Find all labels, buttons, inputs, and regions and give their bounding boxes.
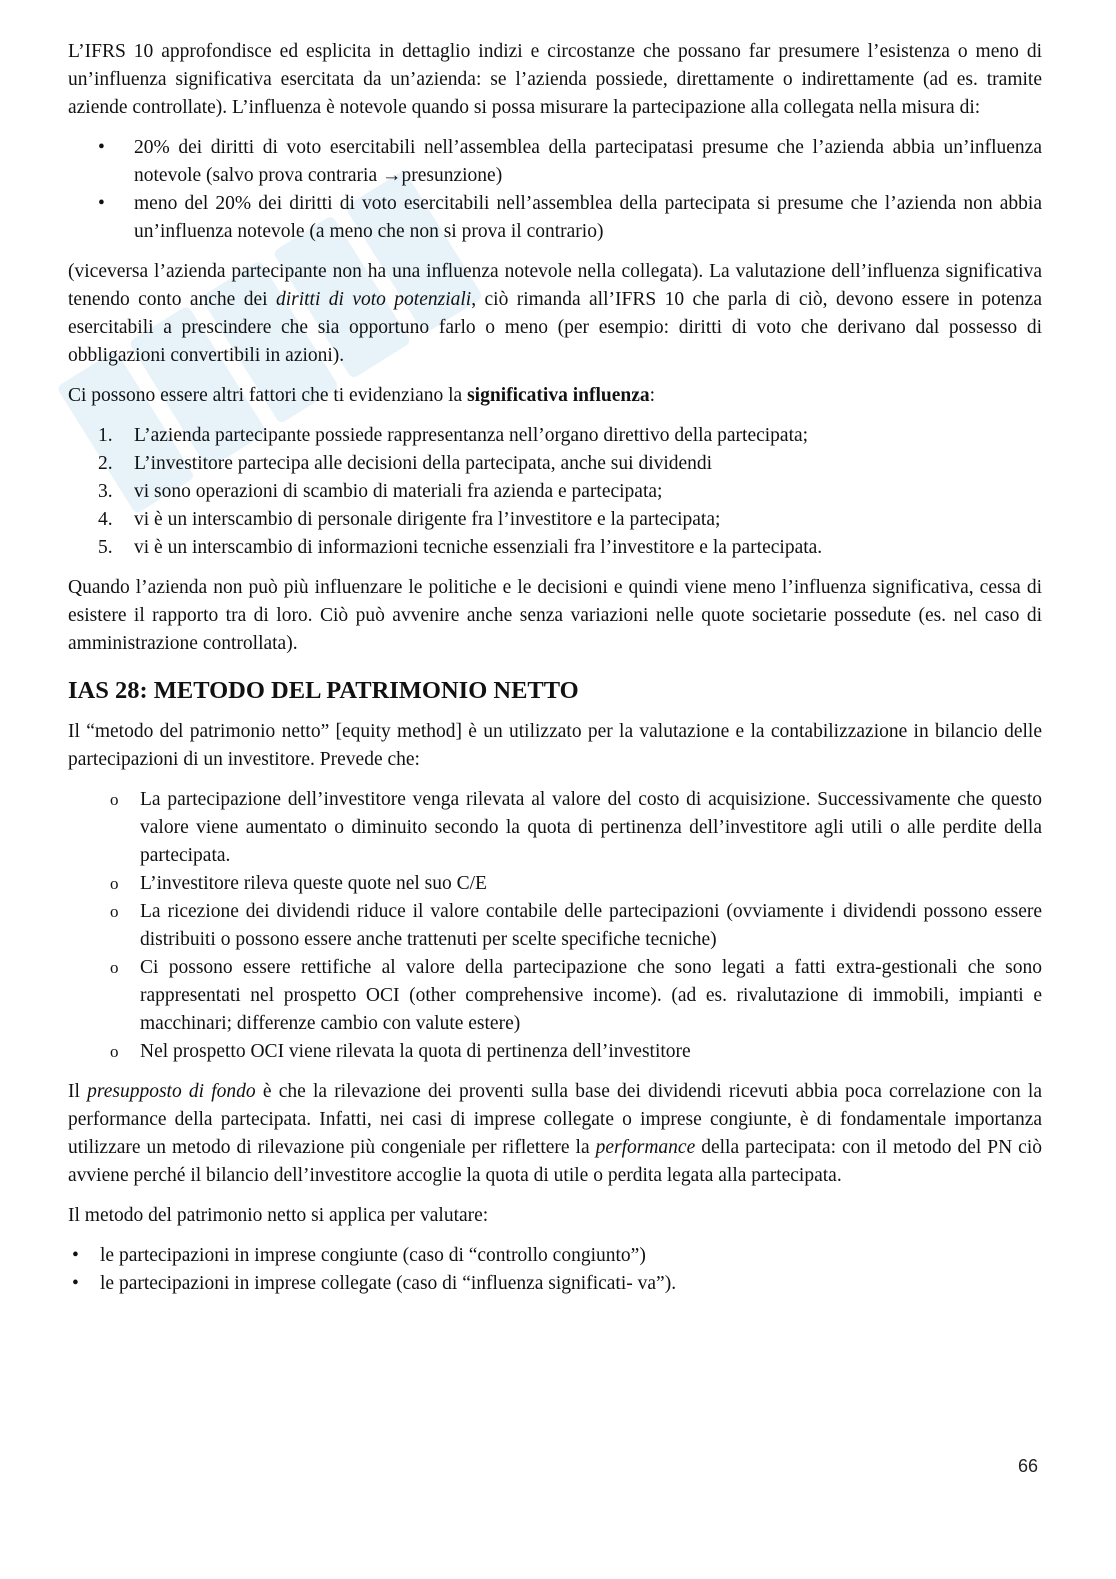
underlying-assumption-paragraph: Il presupposto di fondo è che la rilevazione dei proventi sulla base dei dividendi ricevuti abbia poca correlazione con la performance della partecipata. Infatti, nei casi di imprese collegate o imprese congiunte, è di fondamentale importanza utilizzare un metodo di rilevazione più congeniale per riflettere la performance della partecipata: con il metodo del PN ciò avviene perché il bilancio dell’investitore accoglie la quota di utile o perdita legata alla partecipata. [68,1081,1043,1186]
applies-to-list [68,1242,1042,1298]
bold-text: significativa influenza [467,385,650,406]
bullet-marker: • [72,1273,79,1294]
list-item-text: vi sono operazioni di scambio di materiali fra azienda e partecipata; [134,481,663,502]
list-item [68,870,1042,898]
list-item-text: vi è un interscambio di informazioni tecniche essenziali fra l’investitore e la partecipata. [134,537,823,558]
list-item [68,478,1042,506]
circle-marker: o [110,874,119,893]
list-item-text: Nel prospetto OCI viene rilevata la quota di pertinenza dell’investitore [140,1041,691,1062]
list-item-text: 20% dei diritti di voto esercitabili nell’assemblea della partecipatasi presume che l’azienda abbia un’influenza notevole (salvo prova contraria →presunzione) [134,137,1042,186]
list-item-text: le partecipazioni in imprese congiunte (caso di “controllo congiunto”) [100,1245,646,1266]
list-item-text: La partecipazione dell’investitore venga rilevata al valore del costo di acquisizione. Successivamente che questo valore viene aumentato o diminuito secondo la quota di pertinenza dell’investitore agli utili o alle perdite della partecipata. [140,789,1042,866]
equity-points-list [68,786,1042,1066]
applies-to-paragraph: Il metodo del patrimonio netto si applica per valutare: [68,1205,489,1226]
number-marker: 5. [98,537,113,558]
circle-marker: o [110,1042,119,1061]
cessation-paragraph: Quando l’azienda non può più influenzare le politiche e le decisioni e quindi viene meno l’influenza significativa, cessa di esistere il rapporto tra di loro. Ciò può avvenire anche senza variazioni nelle quote societarie possedute (es. nel caso di amministrazione controllata). [68,577,1042,654]
list-item-text: Ci possono essere rettifiche al valore della partecipazione che sono legati a fatti extra-gestionali che sono rappresentati nel prospetto OCI (other comprehensive income). (ad es. rivalutazione di immobili, impianti e macchinari; differenze cambio con valute estere) [140,957,1042,1034]
document-content [68,38,1042,1310]
list-item-text: L’investitore rileva queste quote nel suo C/E [140,873,487,894]
list-item [68,534,1042,562]
list-item [68,1270,1042,1298]
list-item-text: L’azienda partecipante possiede rappresentanza nell’organo direttivo della partecipata; [134,425,809,446]
list-item [68,898,1042,954]
list-item-text: meno del 20% dei diritti di voto esercitabili nell’assemblea della partecipata si presume che l’azienda non abbia un’influenza notevole (a meno che non si prova il contrario) [134,193,1042,242]
list-item [68,506,1042,534]
list-item [68,786,1042,870]
emphasis-text: diritti di voto potenziali [275,289,472,310]
list-item [68,1038,1042,1066]
emphasis-text: performance [595,1137,696,1158]
section-heading: IAS 28: METODO DEL PATRIMONIO NETTO [68,677,579,704]
number-marker: 4. [98,509,113,530]
list-item [68,422,1042,450]
equity-method-paragraph: Il “metodo del patrimonio netto” [equity method] è un utilizzato per la valutazione e la contabilizzazione in bilancio delle partecipazioni di un investitore. Prevede che: [68,721,1042,770]
bullet-marker: • [98,193,105,214]
list-item [68,1242,1042,1270]
circle-marker: o [110,958,119,977]
list-item [68,134,1042,190]
list-item-text: L’investitore partecipa alle decisioni della partecipata, anche sui dividendi [134,453,713,474]
list-item [68,450,1042,478]
bullet-marker: • [98,137,105,158]
other-factors-paragraph: Ci possono essere altri fattori che ti evidenziano la significativa influenza: [68,385,656,406]
number-marker: 2. [98,453,113,474]
number-marker: 3. [98,481,113,502]
factors-list [68,422,1042,562]
list-item-text: le partecipazioni in imprese collegate (caso di “influenza significati- va”). [100,1273,677,1294]
list-item [68,954,1042,1038]
list-item [68,190,1042,246]
list-item-text: vi è un interscambio di personale dirigente fra l’investitore e la partecipata; [134,509,721,530]
circle-marker: o [110,902,119,921]
list-item-text: La ricezione dei dividendi riduce il valore contabile delle partecipazioni (ovviamente i dividendi possono essere distribuiti o possono essere anche trattenuti per scelte specifiche tecniche) [140,901,1042,950]
page-number: 66 [1018,1456,1039,1476]
number-marker: 1. [98,425,113,446]
circle-marker: o [110,790,119,809]
intro-paragraph: L’IFRS 10 approfondisce ed esplicita in dettaglio indizi e circostanze che possano far presumere l’esistenza o meno di un’influenza significativa esercitata da un’azienda: se l’azienda possiede, direttamente o indirettamente (ad es. tramite aziende controllate). L’influenza è notevole quando si possa misurare la partecipazione alla collegata nella misura di: [68,41,1042,118]
bullet-marker: • [72,1245,79,1266]
threshold-list [68,134,1042,246]
potential-voting-rights-paragraph: (viceversa l’azienda partecipante non ha una influenza notevole nella collegata). La valutazione dell’influenza significativa tenendo conto anche dei diritti di voto potenziali, ciò rimanda all’IFRS 10 che parla di ciò, devono essere in potenza esercitabili a prescindere che sia opportuno farlo o meno (per esempio: diritti di voto che derivano dal possesso di obbligazioni convertibili in azioni). [68,261,1042,366]
emphasis-text: presupposto di fondo [87,1081,256,1102]
